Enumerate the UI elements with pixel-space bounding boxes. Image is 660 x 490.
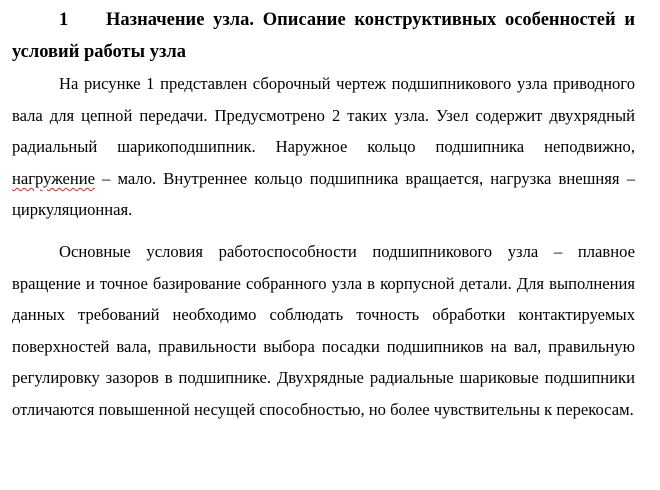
paragraph-1-text-start: На рисунке 1 представлен сборочный чертеж подшипникового узла приводного вала для цепной передачи. Предусмотрено 2 таких узла. Узел содержит двухрядный радиальный шарикоподшипник. Наружное кольцо подшипника неподвижно, [12, 74, 635, 157]
paragraph-2: Основные условия работоспособности подшипникового узла – плавное вращение и точное базирование собранного узла в корпусной детали. Для выполнения данных требований необходимо соблюдать точность обработки контактируемых поверхностей вала, правильности выбора посадки подшипников на вал, правильную регулировку зазоров в подшипнике. Двухрядные радиальные шариковые подшипники отличаются повышенной несущей способностью, но более чувствительны к перекосам. [12, 241, 635, 419]
document-page [12, 4, 635, 426]
section-heading [12, 4, 635, 68]
paragraph-1 [12, 68, 635, 226]
section-number: 1 [59, 10, 69, 30]
section-title: Назначение узла. Описание конструктивных особенностей и условий работы узла [12, 10, 635, 62]
spellcheck-flagged-word[interactable]: нагружение [12, 168, 95, 188]
paragraph-1-text-end: – мало. Внутреннее кольцо подшипника вращается, нагрузка внешняя – циркуляционная. [12, 168, 635, 220]
